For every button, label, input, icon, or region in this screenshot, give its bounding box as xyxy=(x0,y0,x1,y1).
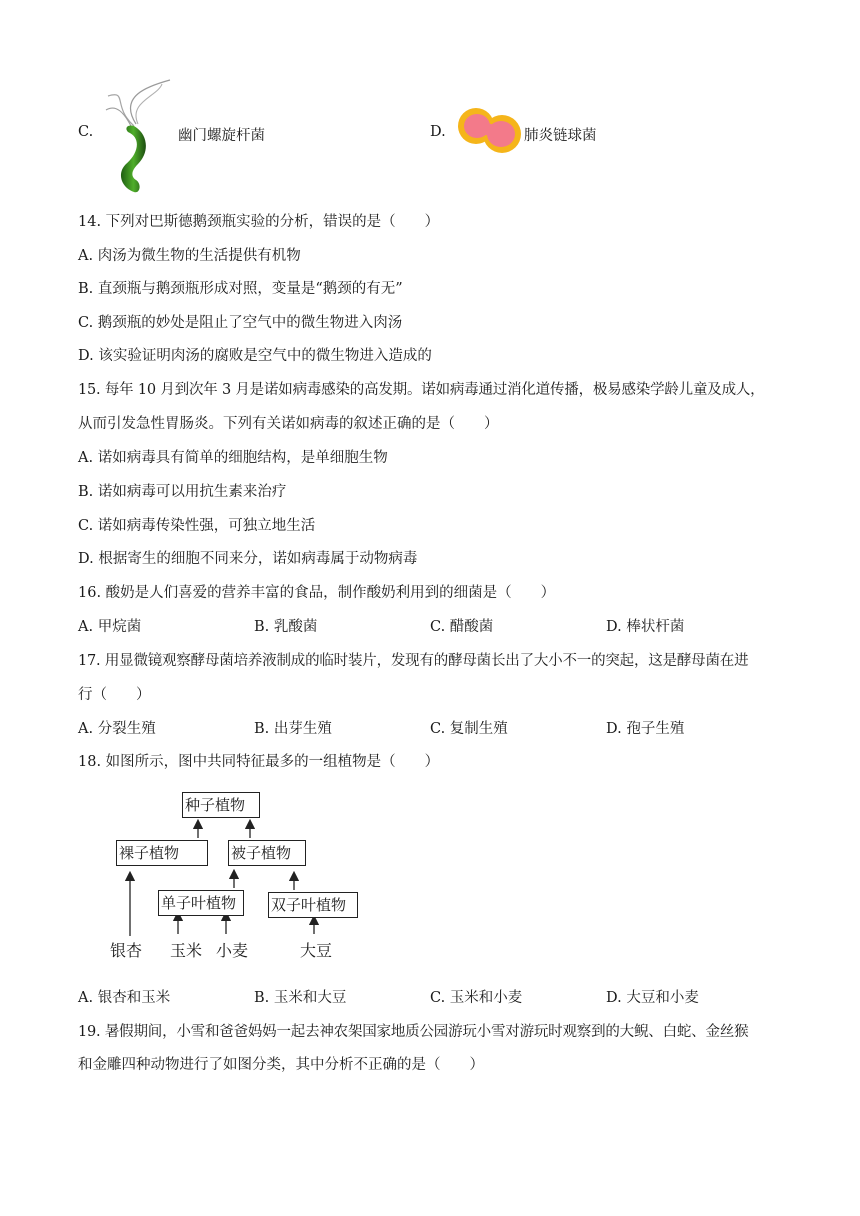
q15-option-c: C. 诺如病毒传染性强，可独立地生活 xyxy=(78,518,316,534)
box-monocots: 单子叶植物 xyxy=(158,890,244,916)
q17-option-b: B. 出芽生殖 xyxy=(254,721,332,737)
q13-option-d-label: 肺炎链球菌 xyxy=(524,128,597,144)
q18-option-b: B. 玉米和大豆 xyxy=(254,990,347,1006)
q15-stem-line1: 15. 每年 10 月到次年 3 月是诺如病毒感染的高发期。诺如病毒通过消化道传播，极易感染学龄儿童及成人， xyxy=(78,382,765,398)
q17-option-d: D. 孢子生殖 xyxy=(606,721,685,737)
q14-option-a: A. 肉汤为微生物的生活提供有机物 xyxy=(78,248,301,264)
q13-option-d-letter: D. xyxy=(430,124,446,140)
box-angiosperms: 被子植物 xyxy=(228,840,306,866)
q13-option-c-letter: C. xyxy=(78,124,94,140)
q15-stem-line2: 从而引发急性胃肠炎。下列有关诺如病毒的叙述正确的是（ ） xyxy=(78,416,499,432)
q14-stem: 14. 下列对巴斯德鹅颈瓶实验的分析，错误的是（ ） xyxy=(78,214,440,230)
box-seed-plants: 种子植物 xyxy=(182,792,260,818)
helicobacter-bacterium-icon xyxy=(98,76,178,200)
q17-stem-line2: 行（ ） xyxy=(78,687,151,703)
box-gymnosperms: 裸子植物 xyxy=(116,840,208,866)
q15-option-b: B. 诺如病毒可以用抗生素来治疗 xyxy=(78,484,287,500)
q16-option-a: A. 甲烷菌 xyxy=(78,619,142,635)
plant-classification-diagram xyxy=(100,784,380,964)
q14-option-d: D. 该实验证明肉汤的腐败是空气中的微生物进入造成的 xyxy=(78,348,432,364)
q16-option-c: C. 醋酸菌 xyxy=(430,619,494,635)
pneumococcus-bacterium-icon xyxy=(456,102,524,158)
q17-stem-line1: 17. 用显微镜观察酵母菌培养液制成的临时装片，发现有的酵母菌长出了大小不一的突起，这是酵母菌在进 xyxy=(78,653,749,669)
q16-option-b: B. 乳酸菌 xyxy=(254,619,318,635)
box-dicots: 双子叶植物 xyxy=(268,892,358,918)
leaf-ginkgo: 银杏 xyxy=(110,941,143,960)
q16-option-d: D. 棒状杆菌 xyxy=(606,619,685,635)
q19-stem-line1: 19. 暑假期间，小雪和爸爸妈妈一起去神农架国家地质公园游玩小雪对游玩时观察到的大鲵、白蛇、金丝猴 xyxy=(78,1024,749,1040)
q18-option-a: A. 银杏和玉米 xyxy=(78,990,171,1006)
q19-stem-line2: 和金雕四种动物进行了如图分类，其中分析不正确的是（ ） xyxy=(78,1057,484,1073)
q15-option-a: A. 诺如病毒具有简单的细胞结构，是单细胞生物 xyxy=(78,450,388,466)
leaf-corn: 玉米 xyxy=(170,941,203,960)
q18-stem: 18. 如图所示，图中共同特征最多的一组植物是（ ） xyxy=(78,754,440,770)
q17-option-c: C. 复制生殖 xyxy=(430,721,508,737)
q17-option-a: A. 分裂生殖 xyxy=(78,721,156,737)
leaf-soybean: 大豆 xyxy=(300,941,333,960)
q16-stem: 16. 酸奶是人们喜爱的营养丰富的食品，制作酸奶利用到的细菌是（ ） xyxy=(78,585,556,601)
q14-option-c: C. 鹅颈瓶的妙处是阻止了空气中的微生物进入肉汤 xyxy=(78,315,403,331)
q13-option-c-label: 幽门螺旋杆菌 xyxy=(178,128,265,144)
leaf-wheat: 小麦 xyxy=(216,941,249,960)
q15-option-d: D. 根据寄生的细胞不同来分，诺如病毒属于动物病毒 xyxy=(78,551,418,567)
q14-option-b: B. 直颈瓶与鹅颈瓶形成对照，变量是“鹅颈的有无” xyxy=(78,281,403,297)
q18-option-c: C. 玉米和小麦 xyxy=(430,990,523,1006)
q18-option-d: D. 大豆和小麦 xyxy=(606,990,699,1006)
